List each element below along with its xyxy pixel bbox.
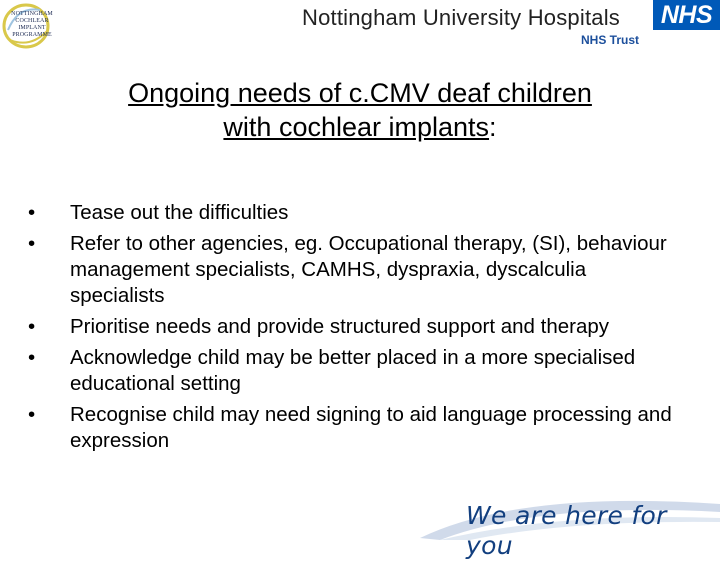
bullet-text: Tease out the difficulties	[70, 201, 289, 224]
bullet-text: Recognise child may need signing to aid language processing and expression	[70, 403, 672, 452]
header	[0, 0, 720, 60]
cochlear-programme-logo	[0, 0, 60, 50]
bullet-text: Refer to other agencies, eg. Occupational therapy, (SI), behaviour management specialists, CAMHS, dyspraxia, dyscalculia specialists	[70, 232, 667, 307]
org-name: Nottingham University Hospitals	[302, 5, 620, 30]
bullet-dot: •	[28, 403, 36, 426]
title-line-2-text: with cochlear implants	[223, 112, 490, 142]
title-colon: :	[489, 112, 497, 142]
trust-label: NHS Trust	[581, 33, 640, 47]
bullet-item	[28, 345, 678, 397]
bullet-item	[28, 314, 678, 340]
bullet-dot: •	[28, 346, 36, 369]
nhs-logo: NHS	[653, 0, 720, 30]
bullet-dot: •	[28, 315, 36, 338]
badge-line: NOTTINGHAM	[11, 11, 53, 17]
bullet-dot: •	[28, 201, 36, 224]
bullet-text: Acknowledge child may be better placed in a more specialised educational setting	[70, 346, 636, 395]
badge-text	[4, 11, 60, 39]
title-line-1	[40, 76, 680, 110]
bullet-item	[28, 231, 678, 309]
slide-title	[40, 76, 680, 144]
slogan-text: We are here for you	[466, 501, 667, 560]
title-line-1-text: Ongoing needs of c.CMV deaf children	[128, 78, 592, 108]
title-line-2	[40, 110, 680, 144]
badge-line: COCHLEAR IMPLANT	[15, 18, 49, 31]
bullet-list	[28, 200, 678, 459]
bullet-item	[28, 402, 678, 454]
badge-line: PROGRAMME	[12, 32, 52, 38]
bullet-item	[28, 200, 678, 226]
bullet-text: Prioritise needs and provide structured support and therapy	[70, 315, 610, 338]
bullet-dot: •	[28, 232, 36, 255]
